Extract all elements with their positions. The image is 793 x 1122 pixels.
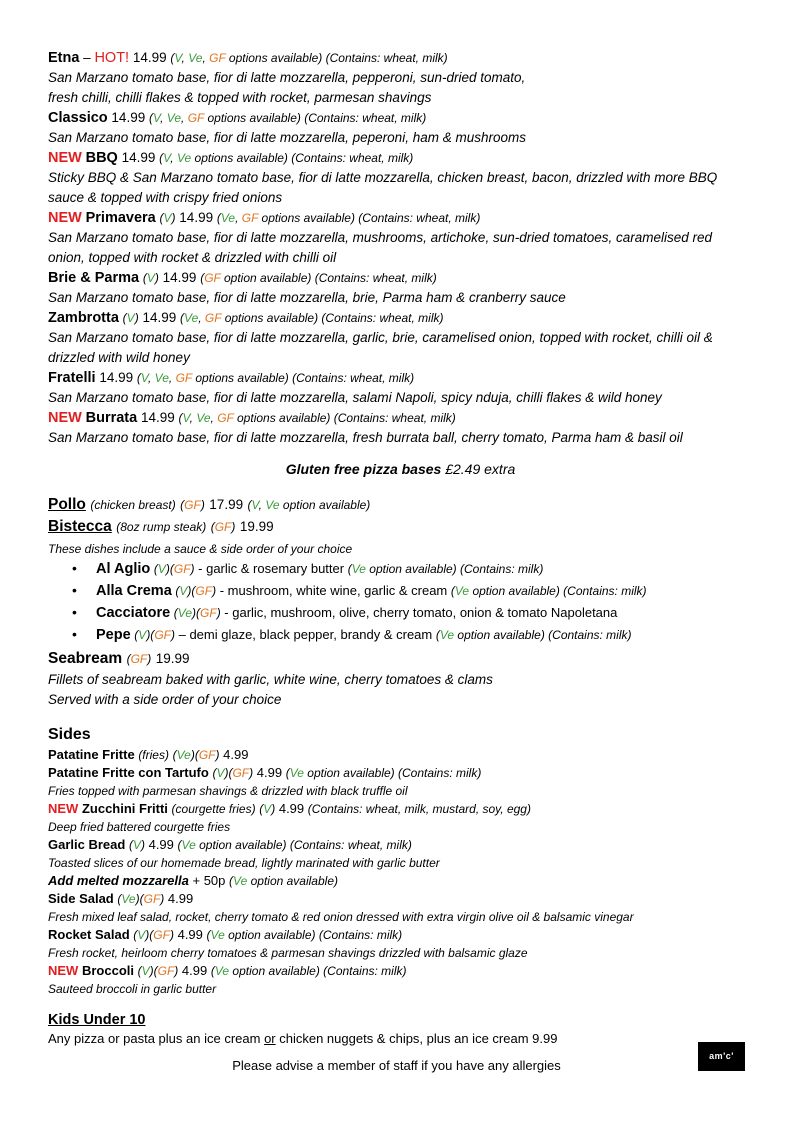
dietary-options: (V, Ve, GF options available) (Contains: wheat, milk) bbox=[170, 51, 448, 65]
sides-title: Sides bbox=[48, 726, 91, 743]
item-description: drizzled with wild honey bbox=[48, 350, 190, 365]
new-badge: NEW bbox=[48, 210, 82, 226]
item-price: 14.99 bbox=[121, 150, 156, 165]
side-zucchini: NEW Zucchini Fritti (courgette fries) (V) 4.99 (Contains: wheat, milk, mustard, soy, egg) bbox=[48, 801, 531, 816]
item-description: San Marzano tomato base, fior di latte mozzarella, mushrooms, artichoke, sun-dried tomatoes, caramelised red bbox=[48, 230, 713, 245]
pizza-bbq bbox=[48, 148, 753, 208]
item-name: Fratelli bbox=[48, 370, 96, 386]
main-bistecca: Bistecca (8oz rump steak) (GF) 19.99 bbox=[48, 518, 274, 535]
item-description: San Marzano tomato base, fior di latte mozzarella, fresh burrata ball, cherry tomato, Parma ham & basil oil bbox=[48, 430, 683, 445]
suitability-tag: (V) bbox=[122, 311, 139, 325]
side-patatine: Patatine Fritte (fries) (Ve)(GF) 4.99 bbox=[48, 747, 249, 762]
gluten-free-bases-note: Gluten free pizza bases £2.49 extra bbox=[285, 461, 516, 477]
item-name: Pollo bbox=[48, 496, 86, 513]
item-description: Fillets of seabream baked with garlic, white wine, cherry tomatoes & clams bbox=[48, 672, 493, 687]
pizza-burrata bbox=[48, 408, 753, 448]
item-description: Served with a side order of your choice bbox=[48, 692, 282, 707]
item-price: 19.99 bbox=[239, 519, 274, 534]
allergy-footer: Please advise a member of staff if you have any allergies bbox=[232, 1058, 561, 1073]
dietary-options: (Ve, GF options available) (Contains: wheat, milk) bbox=[216, 211, 481, 225]
list-item: • Alla Crema (V)(GF) - mushroom, white wine, garlic & cream (Ve option available) (Contains: milk) bbox=[72, 580, 753, 602]
side-garlic-bread: Garlic Bread (V) 4.99 (Ve option available) (Contains: wheat, milk) bbox=[48, 837, 412, 852]
brand-logo: am'c' bbox=[698, 1042, 745, 1071]
dietary-options: (V, Ve, GF options available) (Contains: wheat, milk) bbox=[178, 411, 456, 425]
item-price: 14.99 bbox=[99, 370, 134, 385]
list-item: • Cacciatore (Ve)(GF) - garlic, mushroom, olive, cherry tomato, onion & tomato Napoletana bbox=[72, 602, 753, 624]
menu-page bbox=[48, 48, 753, 1048]
dietary-options: (Ve, GF options available) (Contains: wheat, milk) bbox=[180, 311, 444, 325]
pizza-primavera bbox=[48, 208, 753, 268]
item-description: San Marzano tomato base, fior di latte mozzarella, salami Napoli, spicy nduja, chilli flakes & wild honey bbox=[48, 390, 662, 405]
item-name: Burrata bbox=[85, 410, 138, 426]
pizza-classico bbox=[48, 108, 753, 148]
item-description: Sauteed broccoli in garlic butter bbox=[48, 982, 217, 996]
dietary-options: (V, Ve, GF options available) (Contains: wheat, milk) bbox=[148, 111, 427, 125]
item-price: 14.99 bbox=[142, 310, 177, 325]
main-seabream: Seabream (GF) 19.99 Fillets of seabream baked with garlic, white wine, cherry tomatoes & clams Served with a side order of your choice bbox=[48, 648, 753, 710]
item-description: San Marzano tomato base, fior di latte mozzarella, garlic, brie, caramelised onion, topped with rocket, chilli oil & bbox=[48, 330, 713, 345]
dietary-options: (V, Ve, GF options available) (Contains: wheat, milk) bbox=[136, 371, 415, 385]
list-item: • Al Aglio (V)(GF) - garlic & rosemary butter (Ve option available) (Contains: milk) bbox=[72, 558, 753, 580]
hot-badge: HOT! bbox=[94, 50, 130, 66]
item-price: 14.99 bbox=[111, 110, 146, 125]
side-salad: Side Salad (Ve)(GF) 4.99 bbox=[48, 891, 194, 906]
item-description: Fries topped with parmesan shavings & drizzled with black truffle oil bbox=[48, 784, 408, 798]
kids-title: Kids Under 10 bbox=[48, 1012, 146, 1028]
item-name: Etna bbox=[48, 50, 80, 66]
side-rocket-salad: Rocket Salad (V)(GF) 4.99 (Ve option available) (Contains: milk) bbox=[48, 927, 403, 942]
item-description: Deep fried battered courgette fries bbox=[48, 820, 231, 834]
suitability-tag: (V) bbox=[142, 271, 159, 285]
new-badge: NEW bbox=[48, 410, 82, 426]
dietary-options: (V, Ve option available) bbox=[247, 498, 371, 512]
item-description: sauce & topped with crispy fried onions bbox=[48, 190, 283, 205]
item-name: Seabream bbox=[48, 650, 123, 667]
dietary-options: (GF option available) (Contains: wheat, milk) bbox=[200, 271, 437, 285]
new-badge: NEW bbox=[48, 963, 79, 978]
sauce-note: These dishes include a sauce & side order of your choice bbox=[48, 542, 353, 556]
item-price: 14.99 bbox=[179, 210, 214, 225]
item-price: 19.99 bbox=[155, 651, 190, 666]
sauce-list bbox=[48, 558, 753, 646]
item-price: 14.99 bbox=[132, 50, 167, 65]
pizza-zambrotta bbox=[48, 308, 753, 368]
main-pollo: Pollo (chicken breast) (GF) 17.99 (V, Ve option available) bbox=[48, 496, 371, 513]
suitability-tag: (V) bbox=[159, 211, 176, 225]
item-name: Zambrotta bbox=[48, 310, 119, 326]
item-name: Classico bbox=[48, 110, 108, 126]
item-description: onion, topped with rocket & drizzled with chilli oil bbox=[48, 250, 337, 265]
item-name: Brie & Parma bbox=[48, 270, 140, 286]
dash: – bbox=[79, 50, 95, 65]
item-description: Fresh rocket, heirloom cherry tomatoes & parmesan shavings drizzled with balsamic glaze bbox=[48, 946, 528, 960]
item-description: fresh chilli, chilli flakes & topped with rocket, parmesan shavings bbox=[48, 90, 432, 105]
dietary-options: (V, Ve options available) (Contains: wheat, milk) bbox=[159, 151, 414, 165]
list-item: • Pepe (V)(GF) – demi glaze, black pepper, brandy & cream (Ve option available) (Contains: milk) bbox=[72, 624, 753, 646]
item-price: 17.99 bbox=[209, 497, 244, 512]
new-badge: NEW bbox=[48, 801, 79, 816]
side-broccoli: NEW Broccoli (V)(GF) 4.99 (Ve option available) (Contains: milk) bbox=[48, 963, 407, 978]
item-description: San Marzano tomato base, fior di latte mozzarella, brie, Parma ham & cranberry sauce bbox=[48, 290, 566, 305]
side-add-mozzarella: Add melted mozzarella + 50p (Ve option available) bbox=[48, 873, 338, 888]
item-description: San Marzano tomato base, fior di latte mozzarella, peperoni, ham & mushrooms bbox=[48, 130, 526, 145]
new-badge: NEW bbox=[48, 150, 82, 166]
pizza-etna bbox=[48, 48, 753, 108]
pizza-brie-parma bbox=[48, 268, 753, 308]
item-name: Bistecca bbox=[48, 518, 112, 535]
item-price: 14.99 bbox=[162, 270, 197, 285]
pizza-fratelli bbox=[48, 368, 753, 408]
side-tartufo: Patatine Fritte con Tartufo (V)(GF) 4.99 (Ve option available) (Contains: milk) bbox=[48, 765, 482, 780]
kids-text: Any pizza or pasta plus an ice cream or chicken nuggets & chips, plus an ice cream 9.99 bbox=[48, 1031, 558, 1046]
item-name: BBQ bbox=[85, 150, 118, 166]
item-description: Fresh mixed leaf salad, rocket, cherry tomato & red onion dressed with extra virgin olive oil & balsamic vinegar bbox=[48, 910, 634, 924]
item-description: Toasted slices of our homemade bread, lightly marinated with garlic butter bbox=[48, 856, 440, 870]
item-description: San Marzano tomato base, fior di latte mozzarella, pepperoni, sun-dried tomato, bbox=[48, 70, 526, 85]
item-description: Sticky BBQ & San Marzano tomato base, fior di latte mozzarella, chicken breast, bacon, drizzled with more BBQ bbox=[48, 170, 718, 185]
item-name: Primavera bbox=[85, 210, 156, 226]
item-price: 14.99 bbox=[140, 410, 175, 425]
